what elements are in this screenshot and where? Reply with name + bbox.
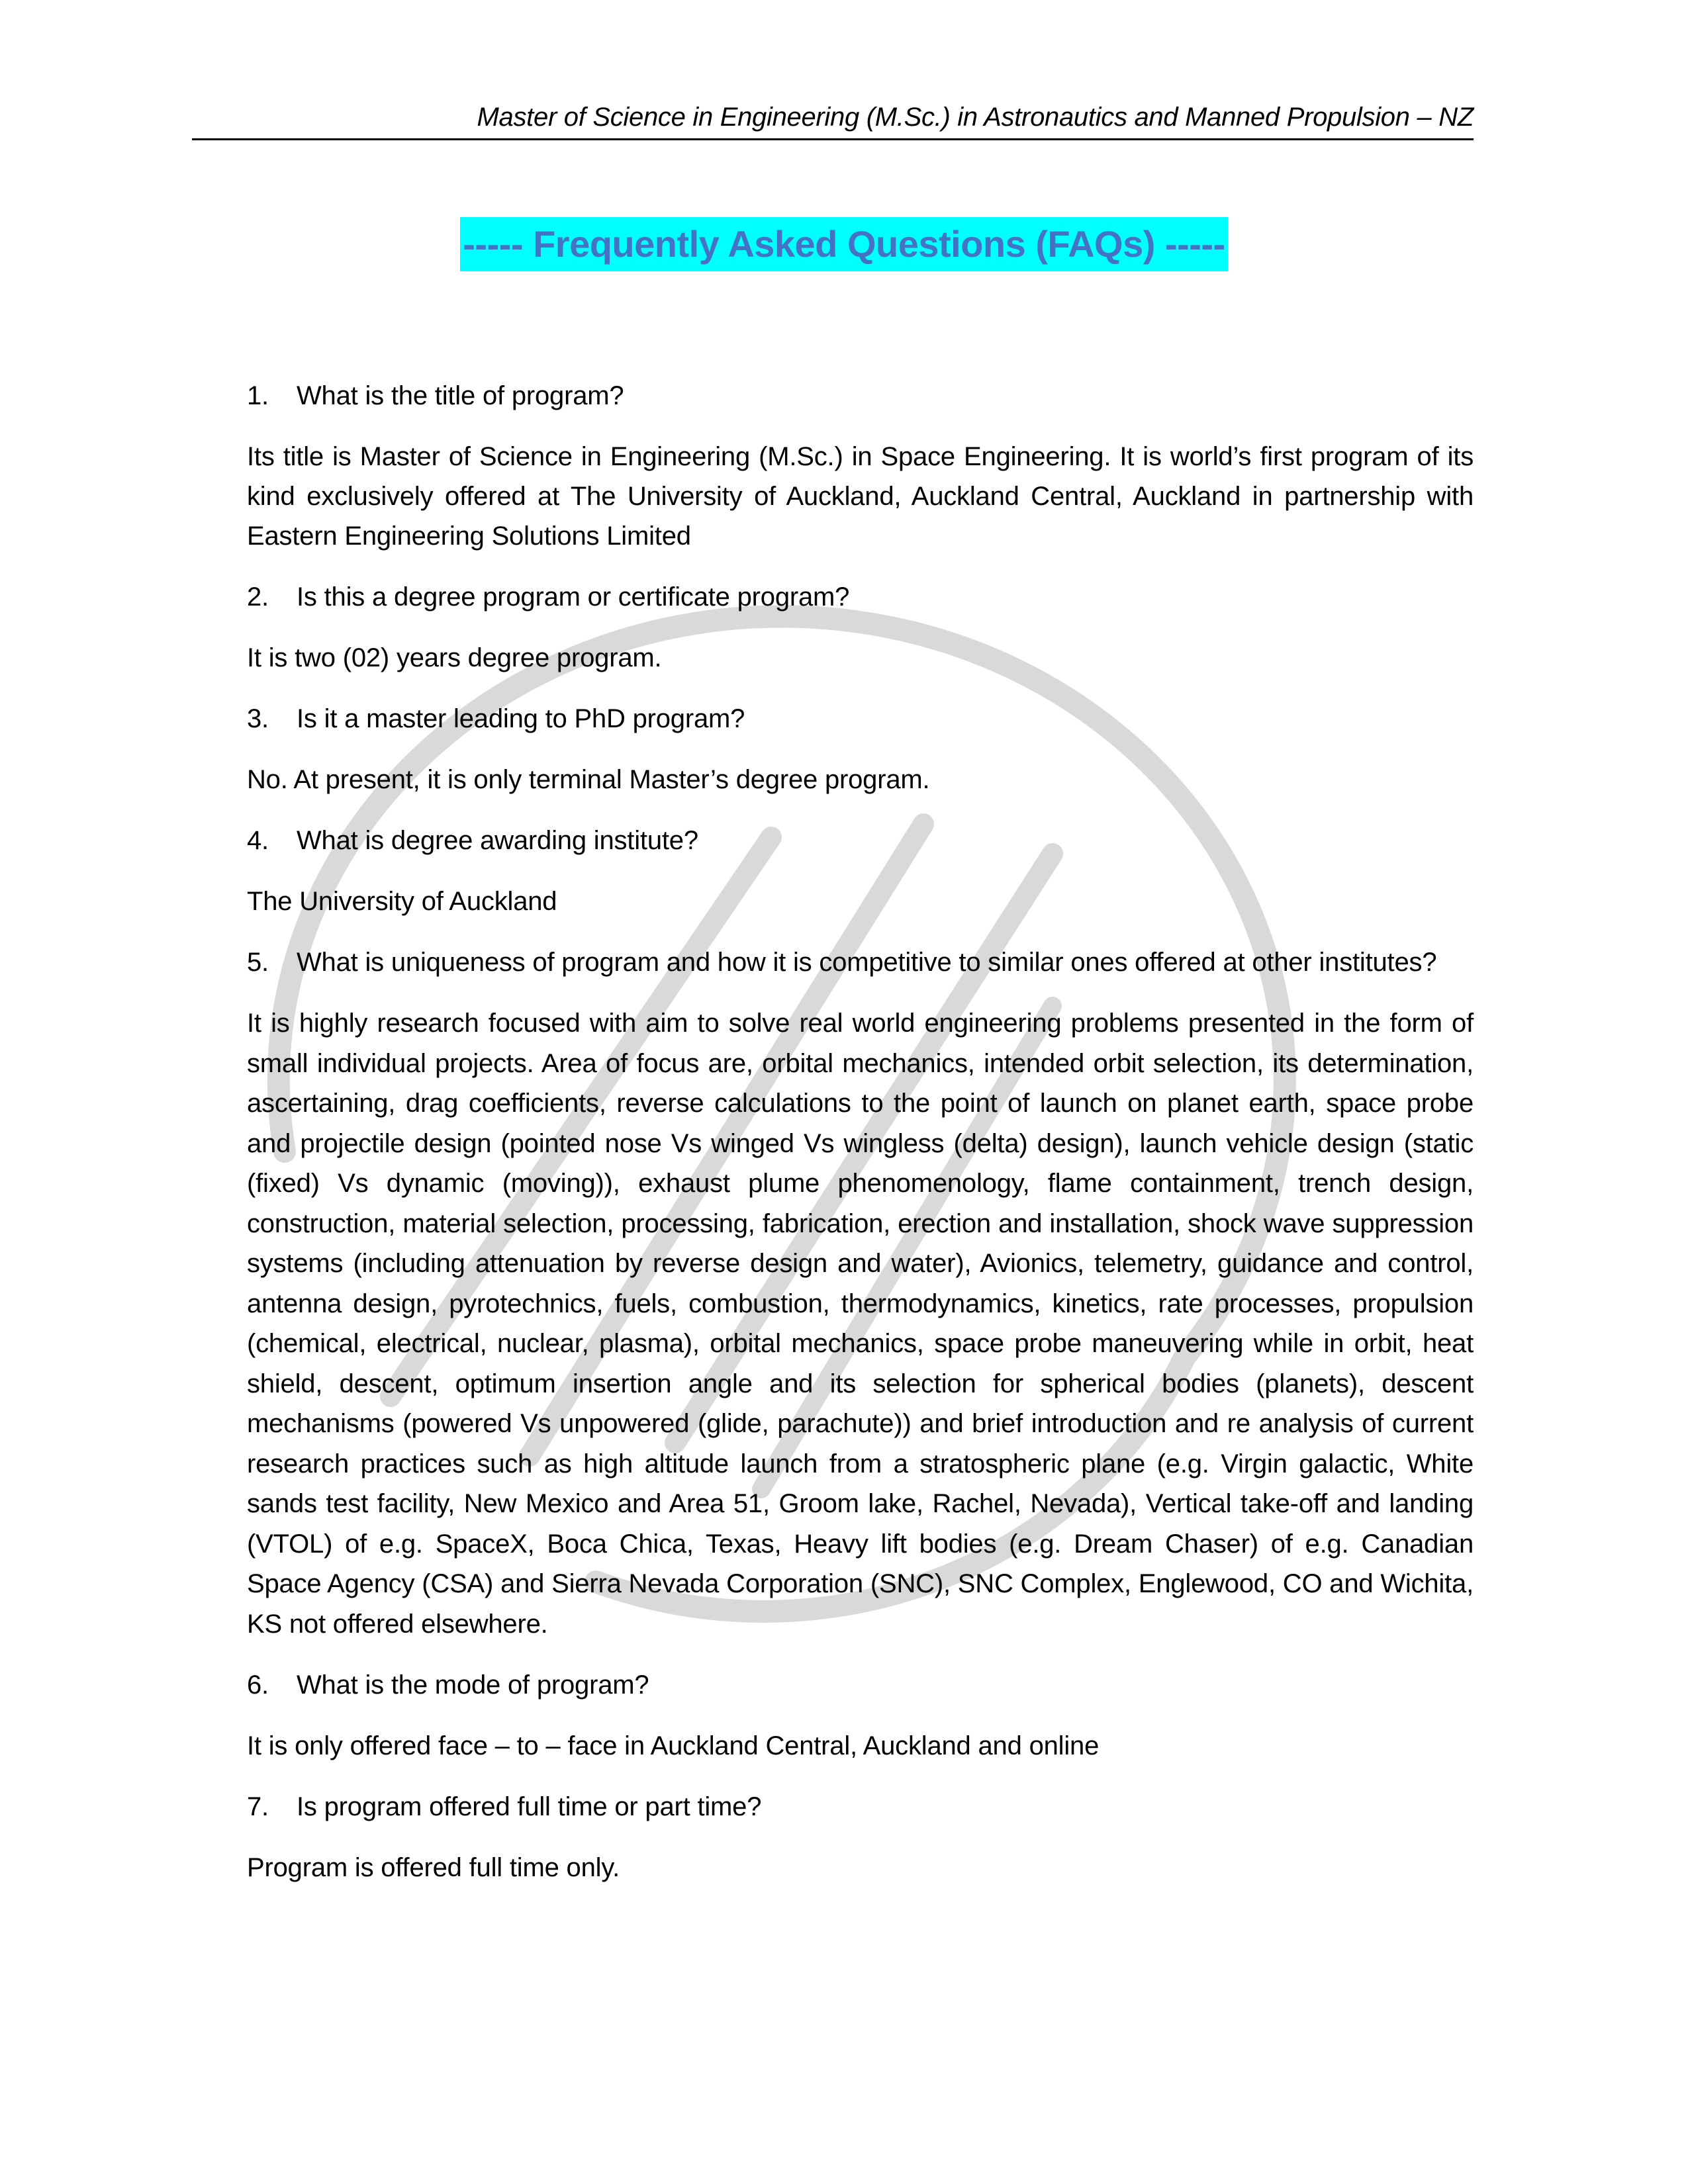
faq-item: [247, 699, 1474, 799]
faq-question: [247, 1665, 1474, 1705]
faq-list: [247, 376, 1474, 1909]
faq-question: [247, 376, 1474, 416]
question-number: 4.: [247, 826, 269, 855]
header-divider: [192, 138, 1474, 140]
faq-item: [247, 1787, 1474, 1888]
faq-title-container: [0, 217, 1688, 271]
faq-item: [247, 1665, 1474, 1766]
faq-answer: Its title is Master of Science in Engineering (M.Sc.) in Space Engineering. It is world’s first program of its kind exclusively offered at The University of Auckland, Auckland Central, Auckland in partnership with Eastern Engineering Solutions Limited: [247, 442, 1474, 551]
faq-answer: It is two (02) years degree program.: [247, 643, 662, 672]
faq-answer: The University of Auckland: [247, 887, 557, 916]
question-number: 2.: [247, 582, 269, 612]
faq-answer: Program is offered full time only.: [247, 1853, 620, 1882]
question-text: Is it a master leading to PhD program?: [297, 704, 745, 733]
faq-question: [247, 821, 1474, 860]
question-text: What is uniqueness of program and how it is competitive to similar ones offered at other institutes?: [297, 948, 1437, 977]
faq-question: [247, 699, 1474, 739]
faq-title: ----- Frequently Asked Questions (FAQs) -----: [460, 217, 1227, 271]
faq-answer: No. At present, it is only terminal Master’s degree program.: [247, 765, 930, 794]
question-text: What is the mode of program?: [297, 1670, 649, 1700]
faq-answer: It is only offered face – to – face in Auckland Central, Auckland and online: [247, 1731, 1100, 1760]
faq-item: [247, 942, 1474, 1644]
faq-question: [247, 1787, 1474, 1827]
question-number: 3.: [247, 704, 269, 733]
question-number: 6.: [247, 1670, 269, 1700]
faq-question: [247, 577, 1474, 617]
question-text: Is this a degree program or certificate program?: [297, 582, 850, 612]
faq-item: [247, 821, 1474, 921]
running-header: Master of Science in Engineering (M.Sc.) in Astronautics and Manned Propulsion – NZ: [477, 103, 1474, 132]
faq-item: [247, 577, 1474, 678]
question-text: What is the title of program?: [297, 381, 624, 410]
question-text: What is degree awarding institute?: [297, 826, 698, 855]
question-number: 7.: [247, 1792, 269, 1821]
question-number: 5.: [247, 948, 269, 977]
faq-question: [247, 942, 1474, 982]
faq-item: [247, 376, 1474, 556]
question-text: Is program offered full time or part time?: [297, 1792, 762, 1821]
faq-answer: It is highly research focused with aim to solve real world engineering problems presented in the form of small individual projects. Area of focus are, orbital mechanics, intended orbit selection, its determination, ascertaining, drag coefficients, reverse calculations to the point of launch on planet earth, space probe and projectile design (pointed nose Vs winged Vs wingless (delta) design), launch vehicle design (static (fixed) Vs dynamic (moving)), exhaust plume phenomenology, flame containment, trench design, construction, material selection, processing, fabrication, erection and installation, shock wave suppression systems (including attenuation by reverse design and water), Avionics, telemetry, guidance and control, antenna design, pyrotechnics, fuels, combustion, thermodynamics, kinetics, rate processes, propulsion (chemical, electrical, nuclear, plasma), orbital mechanics, space probe maneuvering while in orbit, heat shield, descent, optimum insertion angle and its selection for spherical bodies (planets), descent mechanisms (powered Vs unpowered (glide, parachute)) and brief introduction and re analysis of current research practices such as high altitude launch from a stratospheric plane (e.g. Virgin galactic, White sands test facility, New Mexico and Area 51, Groom lake, Rachel, Nevada), Vertical take-off and landing (VTOL) of e.g. SpaceX, Boca Chica, Texas, Heavy lift bodies (e.g. Dream Chaser) of e.g. Canadian Space Agency (CSA) and Sierra Nevada Corporation (SNC), SNC Complex, Englewood, CO and Wichita, KS not offered elsewhere.: [247, 1009, 1474, 1639]
question-number: 1.: [247, 381, 269, 410]
